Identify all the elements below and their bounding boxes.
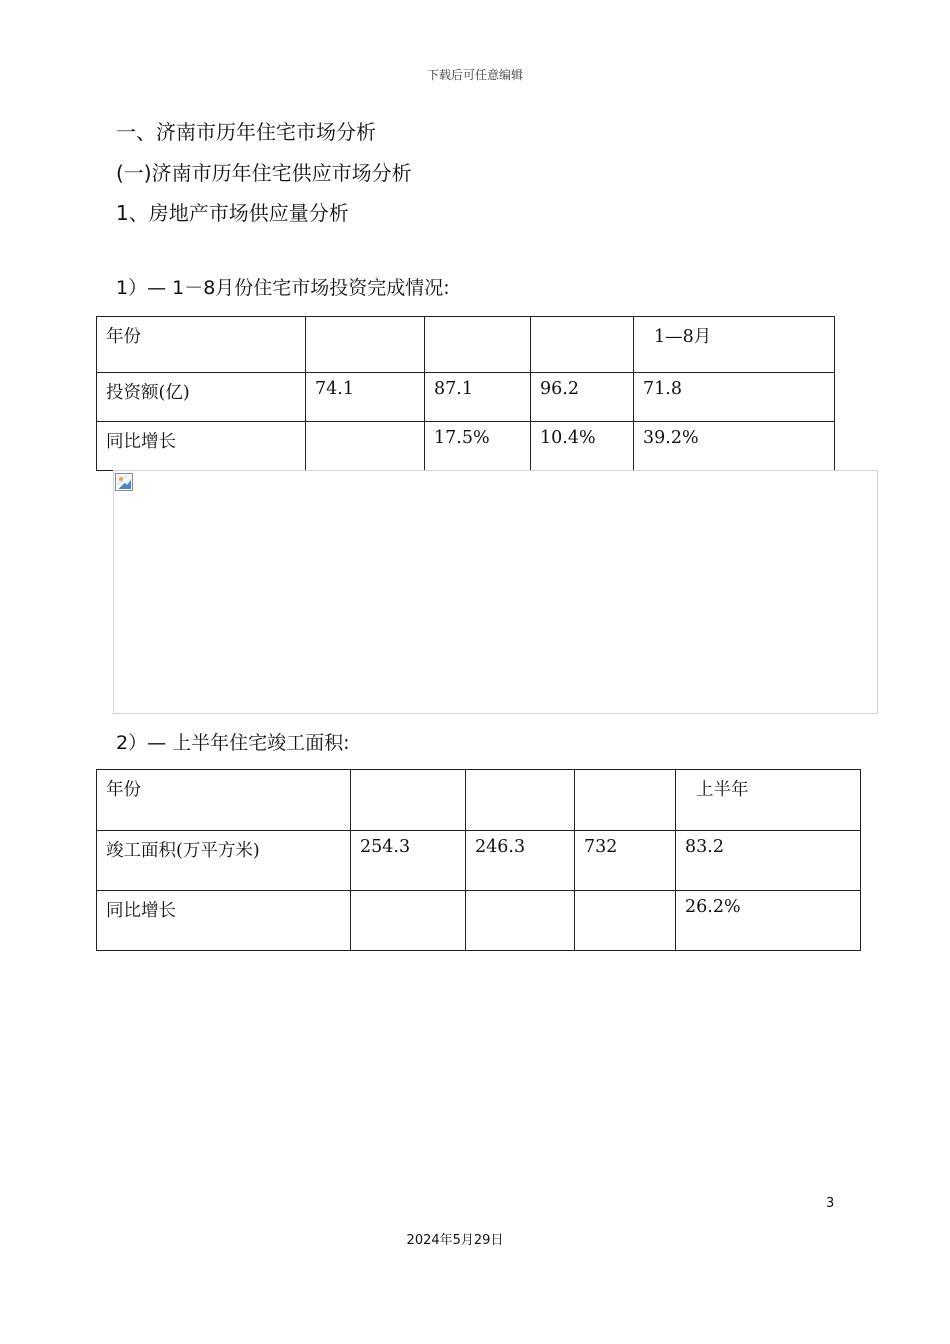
section-2-title: 2）— 上半年住宅竣工面积: (116, 732, 350, 754)
table-cell: 26.2% (676, 891, 861, 951)
table-cell: 87.1 (425, 373, 531, 422)
table-cell: 254.3 (351, 831, 466, 891)
table-cell: 71.8 (634, 373, 835, 422)
broken-image-icon (115, 473, 133, 491)
table-cell (306, 317, 425, 373)
table-cell: 同比增长 (97, 422, 306, 471)
table-cell: 同比增长 (97, 891, 351, 951)
table-cell (351, 891, 466, 951)
table-cell: 年份 (97, 770, 351, 831)
table-cell (351, 770, 466, 831)
table-row (97, 373, 835, 422)
table-cell: 10.4% (531, 422, 634, 471)
image-placeholder (113, 470, 878, 714)
table-cell (575, 891, 676, 951)
table-cell: 17.5% (425, 422, 531, 471)
table-row (97, 891, 861, 951)
table-cell: 39.2% (634, 422, 835, 471)
table-cell (531, 317, 634, 373)
completion-area-table (96, 769, 861, 951)
table-cell: 上半年 (676, 770, 861, 831)
table-cell: 83.2 (676, 831, 861, 891)
table-cell (306, 422, 425, 471)
table-row (97, 317, 835, 373)
table-cell: 732 (575, 831, 676, 891)
table-row (97, 831, 861, 891)
section-1-title: 1）— 1－8月份住宅市场投资完成情况: (116, 277, 450, 299)
table-cell: 96.2 (531, 373, 634, 422)
table-cell (466, 891, 575, 951)
table-cell (575, 770, 676, 831)
heading-level-1: 一、济南市历年住宅市场分析 (116, 120, 376, 144)
table-cell: 246.3 (466, 831, 575, 891)
table-cell: 74.1 (306, 373, 425, 422)
page-number: 3 (826, 1196, 835, 1211)
table-cell: 1—8月 (634, 317, 835, 373)
heading-level-2: (一)济南市历年住宅供应市场分析 (116, 161, 412, 185)
table-cell: 竣工面积(万平方米) (97, 831, 351, 891)
table-row (97, 422, 835, 471)
table-cell (425, 317, 531, 373)
table-cell (466, 770, 575, 831)
table-cell: 投资额(亿) (97, 373, 306, 422)
heading-level-3: 1、房地产市场供应量分析 (116, 201, 349, 225)
header-note: 下载后可任意编辑 (426, 68, 523, 82)
footer-date: 2024年5月29日 (406, 1233, 504, 1248)
table-row (97, 770, 861, 831)
investment-table (96, 316, 835, 471)
table-cell: 年份 (97, 317, 306, 373)
